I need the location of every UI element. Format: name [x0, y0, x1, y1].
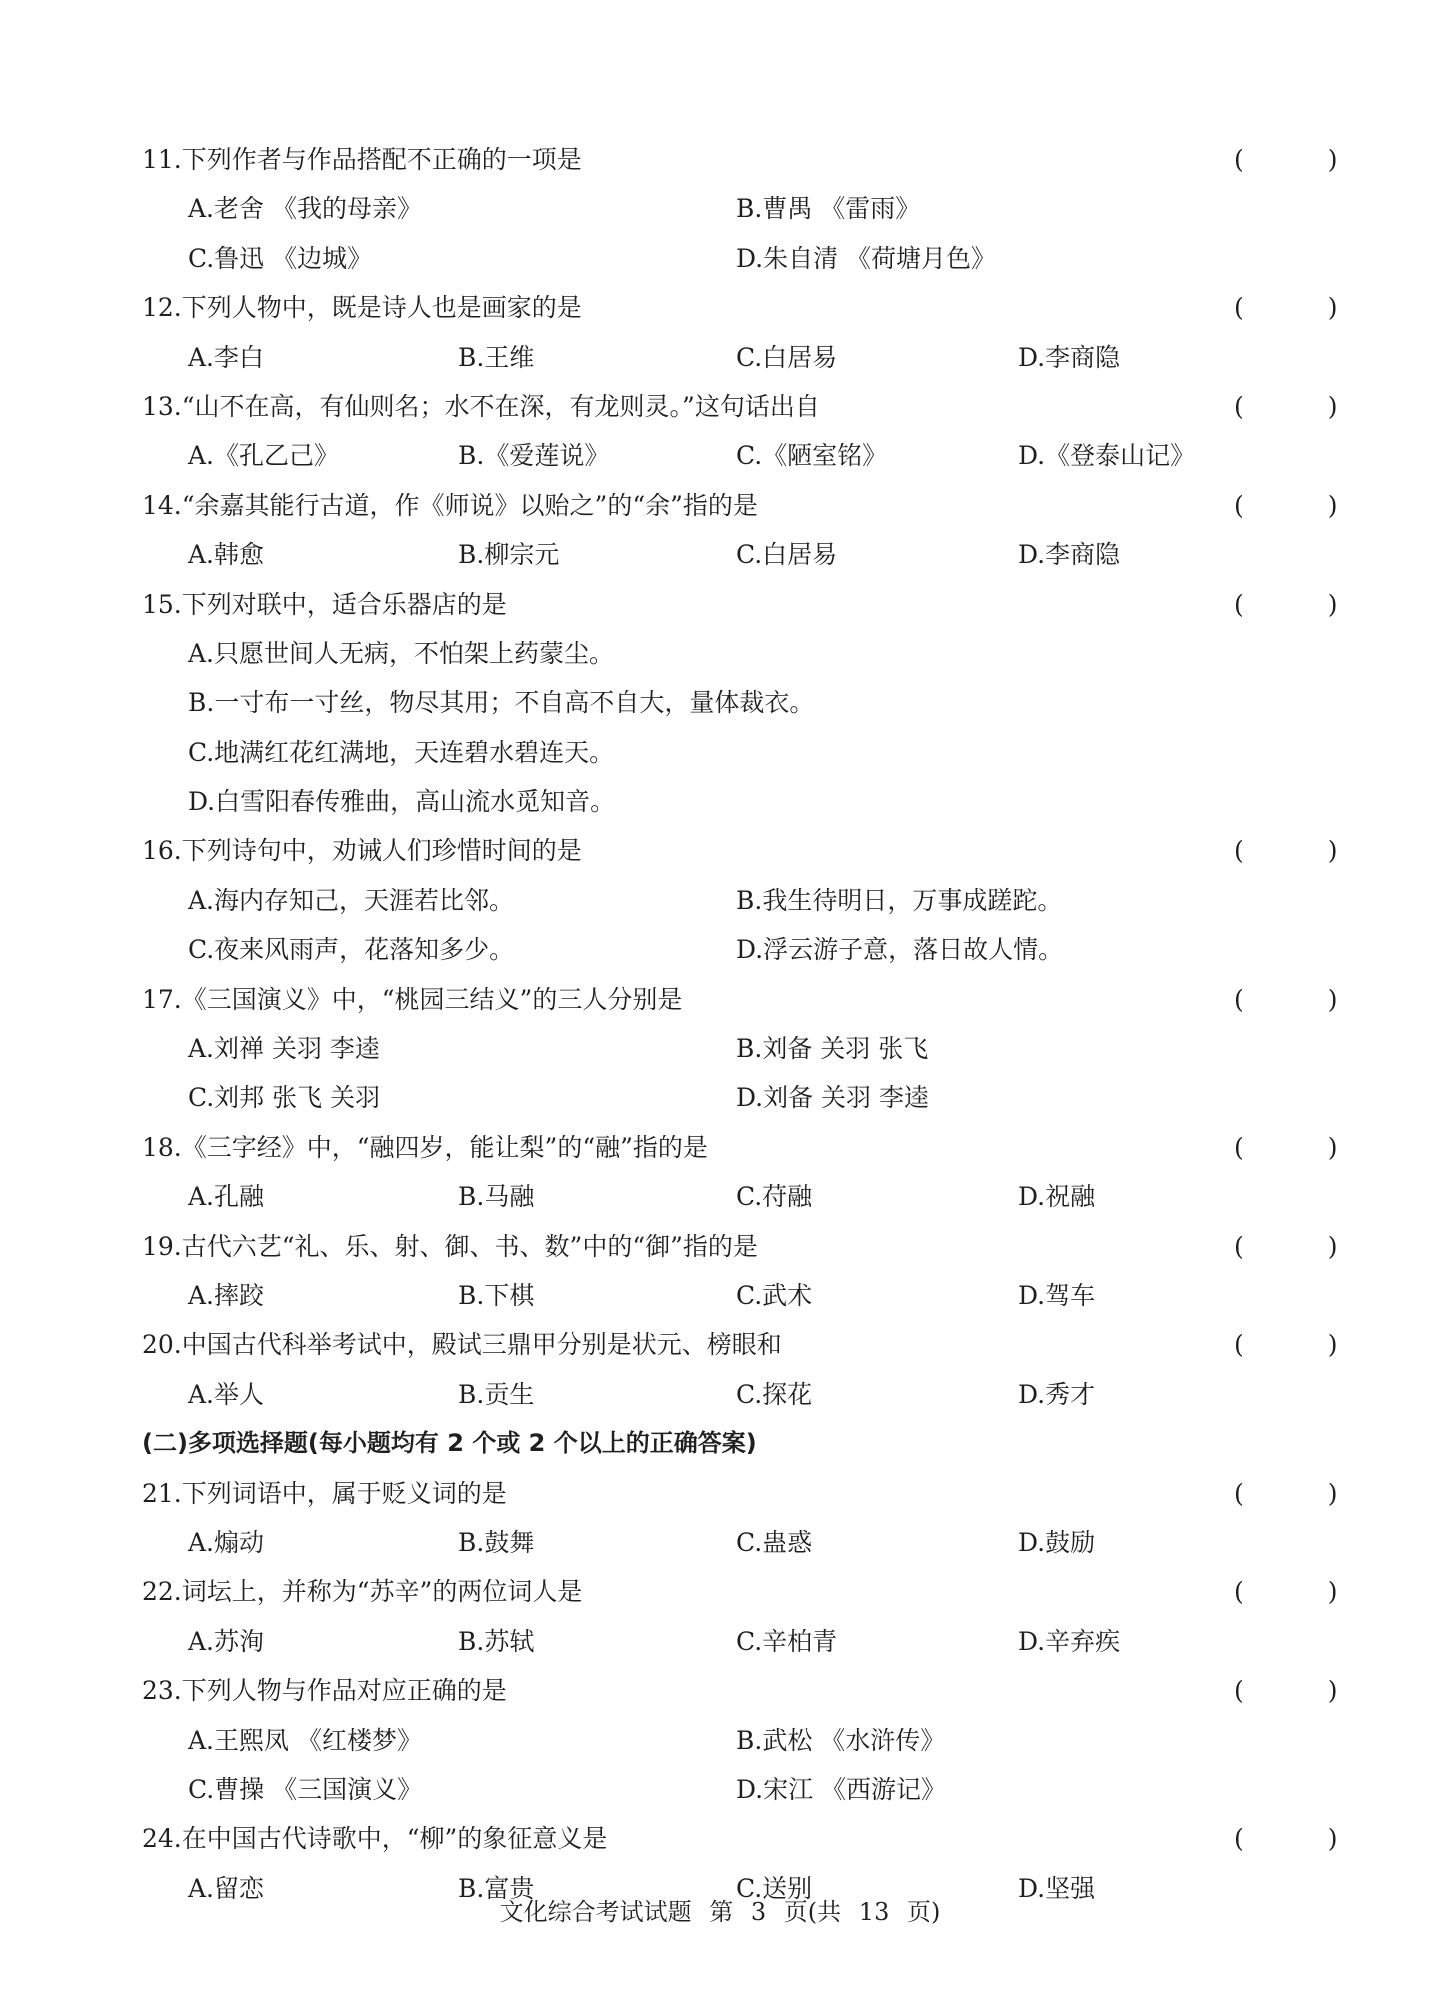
- option-b: B.我生待明日，万事成蹉跎。: [736, 885, 1063, 915]
- question-stem-line: [142, 1814, 1376, 1863]
- question-stem-line: [142, 1320, 1376, 1369]
- options-row: [142, 1370, 1320, 1419]
- options-row: [142, 1765, 1320, 1814]
- option-a: A.刘禅 关羽 李逵: [188, 1034, 380, 1064]
- option-c: C.辛柏青: [736, 1626, 838, 1656]
- options-row: [142, 530, 1320, 579]
- option-d: D.坚强: [1018, 1873, 1096, 1903]
- option-d: D.白雪阳春传雅曲，高山流水觅知音。: [188, 787, 616, 817]
- option-c: C.蛊惑: [736, 1527, 813, 1557]
- question-stem-line: [142, 382, 1376, 431]
- question-stem: 17.《三国演义》中，“桃园三结义”的三人分别是: [142, 984, 683, 1014]
- option-a: A.李白: [188, 342, 265, 372]
- option-c: C.探花: [736, 1379, 813, 1409]
- options-row: [142, 1716, 1320, 1765]
- question-list: [142, 135, 1376, 1913]
- question-stem: 18.《三字经》中，“融四岁，能让梨”的“融”指的是: [142, 1132, 708, 1162]
- option-d: D.辛弃疾: [1018, 1626, 1121, 1656]
- question-stem: 14.“余嘉其能行古道，作《师说》以贻之”的“余”指的是: [142, 490, 758, 520]
- option-a: A.只愿世间人无病，不怕架上药蒙尘。: [188, 638, 615, 668]
- option-a: A.老舍 《我的母亲》: [188, 194, 422, 224]
- answer-parentheses: ( ): [1234, 1676, 1376, 1706]
- question-stem-line: [142, 1123, 1376, 1172]
- option-c: C.白居易: [736, 342, 838, 372]
- question-stem: 24.在中国古代诗歌中，“柳”的象征意义是: [142, 1824, 608, 1854]
- option-c: C.送别: [736, 1873, 813, 1903]
- option-b: B.《爱莲说》: [458, 441, 610, 471]
- option-c: C.曹操 《三国演义》: [188, 1774, 423, 1804]
- answer-parentheses: ( ): [1234, 1132, 1376, 1162]
- options-row: [142, 1172, 1320, 1221]
- option-c: C.白居易: [736, 540, 838, 570]
- option-c: C.苻融: [736, 1182, 813, 1212]
- options-row: [142, 1617, 1320, 1666]
- option-c: C.夜来风雨声，花落知多少。: [188, 935, 515, 965]
- question-stem: 20.中国古代科举考试中，殿试三鼎甲分别是状元、榜眼和: [142, 1330, 782, 1360]
- option-b: B.马融: [458, 1182, 535, 1212]
- option-b: B.柳宗元: [458, 540, 560, 570]
- question-stem: 11.下列作者与作品搭配不正确的一项是: [142, 145, 582, 174]
- option-c: C.鲁迅 《边城》: [188, 243, 373, 273]
- option-a: A.举人: [188, 1379, 265, 1409]
- option-b: B.苏轼: [458, 1626, 535, 1656]
- option-d: D.浮云游子意，落日故人情。: [736, 935, 1064, 965]
- option-a: A.摔跤: [188, 1280, 265, 1310]
- option-b: B.富贵: [458, 1873, 535, 1903]
- question-stem-line: [142, 975, 1376, 1024]
- question-stem: 15.下列对联中，适合乐器店的是: [142, 589, 507, 619]
- option-d: D.朱自清 《荷塘月色》: [736, 243, 997, 273]
- option-d: D.李商隐: [1018, 540, 1121, 570]
- page-footer: 文化综合考试试题 第 3 页(共 13 页): [499, 1898, 941, 1926]
- answer-parentheses: ( ): [1234, 589, 1376, 619]
- option-a: A.王熙凤 《红楼梦》: [188, 1725, 422, 1755]
- question-stem: 12.下列人物中，既是诗人也是画家的是: [142, 293, 582, 323]
- answer-parentheses: ( ): [1234, 1330, 1376, 1360]
- section-heading: [142, 1419, 1320, 1468]
- question-stem-line: [142, 283, 1376, 332]
- question-stem-line: [142, 481, 1376, 530]
- answer-parentheses: ( ): [1234, 836, 1376, 866]
- answer-parentheses: ( ): [1234, 1478, 1376, 1508]
- question-stem-line: [142, 580, 1376, 629]
- option-d: D.祝融: [1018, 1182, 1096, 1212]
- options-row: [142, 333, 1320, 382]
- option-a: A.海内存知己，天涯若比邻。: [188, 885, 515, 915]
- options-row: [142, 1073, 1320, 1122]
- question-stem: 21.下列词语中，属于贬义词的是: [142, 1478, 507, 1508]
- question-stem: 23.下列人物与作品对应正确的是: [142, 1676, 507, 1706]
- question-stem: 13.“山不在高，有仙则名；水不在深，有龙则灵。”这句话出自: [142, 391, 820, 421]
- option-d: D.刘备 关羽 李逵: [736, 1083, 929, 1113]
- options-row: [142, 234, 1320, 283]
- question-stem-line: [142, 1666, 1376, 1715]
- section-title: (二)多项选择题(每小题均有 2 个或 2 个以上的正确答案): [142, 1429, 757, 1458]
- option-d: D.李商隐: [1018, 342, 1121, 372]
- option-c: C.《陋室铭》: [736, 441, 888, 471]
- option-b: B.下棋: [458, 1280, 535, 1310]
- options-row: [142, 925, 1320, 974]
- question-stem: 19.古代六艺“礼、乐、射、御、书、数”中的“御”指的是: [142, 1231, 758, 1261]
- options-row: [142, 876, 1320, 925]
- options-row: [142, 777, 1320, 826]
- option-a: A.苏洵: [188, 1626, 265, 1656]
- question-stem-line: [142, 135, 1376, 184]
- option-b: B.王维: [458, 342, 535, 372]
- answer-parentheses: ( ): [1234, 145, 1376, 174]
- option-b: B.武松 《水浒传》: [736, 1725, 946, 1755]
- options-row: [142, 1271, 1320, 1320]
- question-stem-line: [142, 826, 1376, 875]
- option-c: C.武术: [736, 1280, 813, 1310]
- option-b: B.刘备 关羽 张飞: [736, 1034, 929, 1064]
- answer-parentheses: ( ): [1234, 984, 1376, 1014]
- options-row: [142, 431, 1320, 480]
- answer-parentheses: ( ): [1234, 1824, 1376, 1854]
- options-row: [142, 1518, 1320, 1567]
- options-row: [142, 629, 1320, 678]
- question-stem: 22.词坛上，并称为“苏辛”的两位词人是: [142, 1577, 583, 1607]
- answer-parentheses: ( ): [1234, 391, 1376, 421]
- question-stem-line: [142, 1222, 1376, 1271]
- option-b: B.曹禺 《雷雨》: [736, 194, 921, 224]
- option-a: A.孔融: [188, 1182, 265, 1212]
- option-b: B.鼓舞: [458, 1527, 535, 1557]
- options-row: [142, 678, 1320, 727]
- answer-parentheses: ( ): [1234, 490, 1376, 520]
- option-a: A.韩愈: [188, 540, 265, 570]
- option-a: A.煽动: [188, 1527, 265, 1557]
- answer-parentheses: ( ): [1234, 1231, 1376, 1261]
- option-d: D.宋江 《西游记》: [736, 1774, 947, 1804]
- option-c: C.地满红花红满地，天连碧水碧连天。: [188, 737, 615, 767]
- question-stem: 16.下列诗句中，劝诫人们珍惜时间的是: [142, 836, 582, 866]
- options-row: [142, 184, 1320, 233]
- question-stem-line: [142, 1469, 1376, 1518]
- answer-parentheses: ( ): [1234, 293, 1376, 323]
- options-row: [142, 1024, 1320, 1073]
- question-stem-line: [142, 1567, 1376, 1616]
- option-b: B.一寸布一寸丝，物尽其用；不自高不自大，量体裁衣。: [188, 688, 815, 718]
- option-a: A.留恋: [188, 1873, 265, 1903]
- option-b: B.贡生: [458, 1379, 535, 1409]
- option-a: A.《孔乙己》: [188, 441, 340, 471]
- option-c: C.刘邦 张飞 关羽: [188, 1083, 381, 1113]
- answer-parentheses: ( ): [1234, 1577, 1376, 1607]
- option-d: D.秀才: [1018, 1379, 1096, 1409]
- option-d: D.鼓励: [1018, 1527, 1096, 1557]
- options-row: [142, 728, 1320, 777]
- option-d: D.驾车: [1018, 1280, 1096, 1310]
- option-d: D.《登泰山记》: [1018, 441, 1196, 471]
